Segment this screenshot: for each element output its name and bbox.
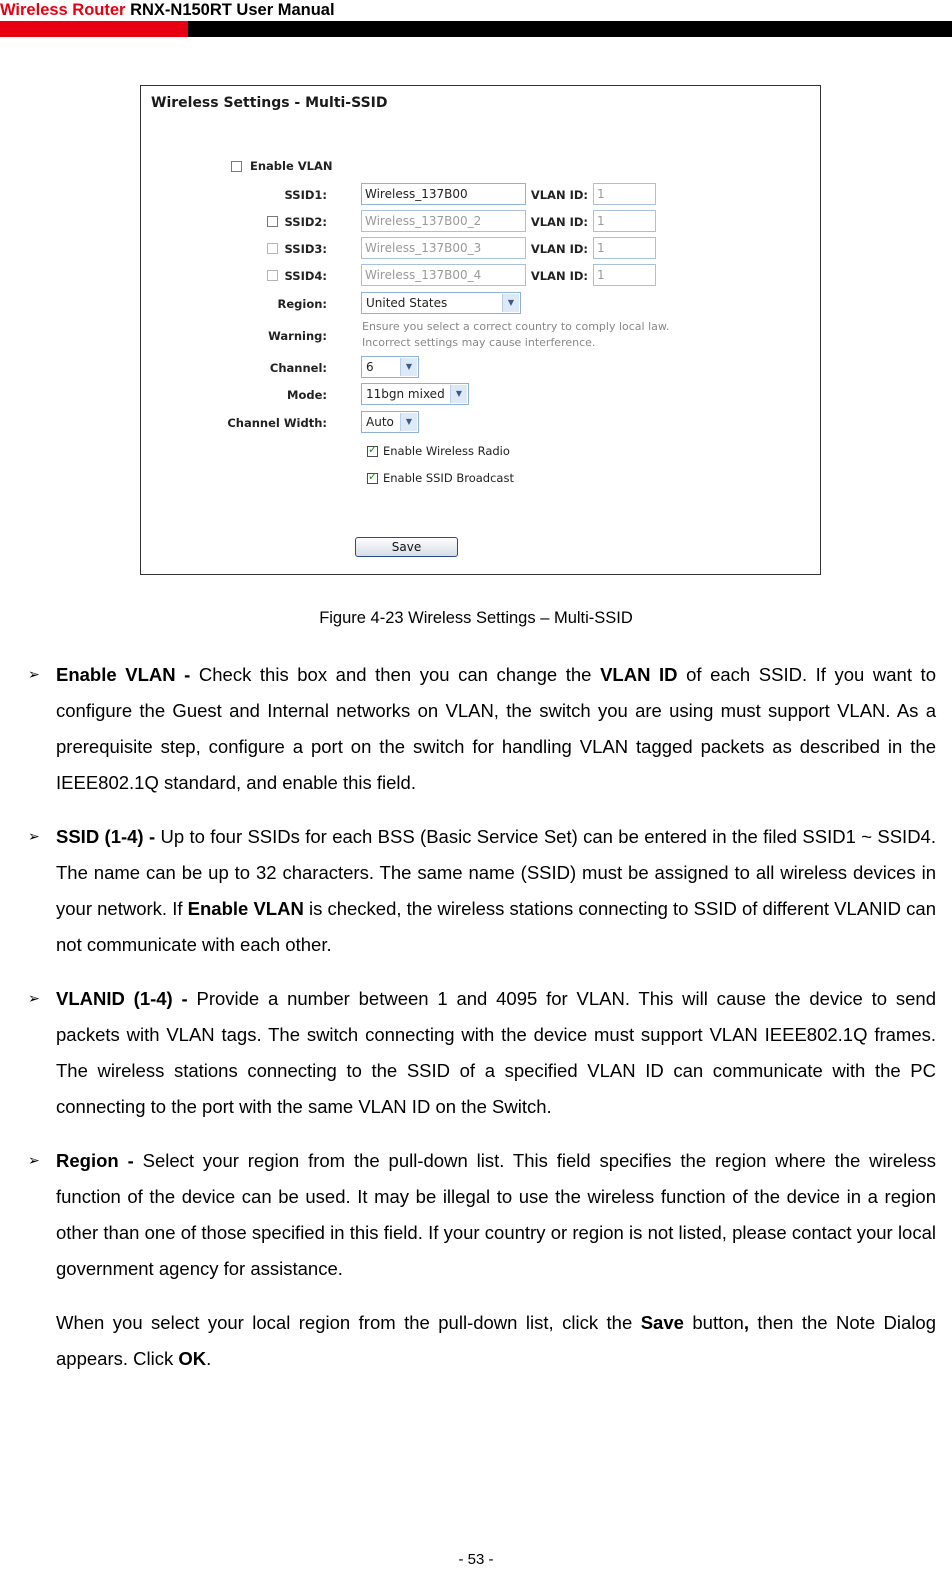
header-brand: Wireless Router xyxy=(0,1,126,19)
enable-wireless-radio-label: Enable Wireless Radio xyxy=(383,444,510,458)
text: of each SSID. If you want to configure the Guest and Internal networks on VLAN, the switch you are using must support VLAN. As a prerequisite step, configure a port on the switch for handling VLAN tagged packets as described in the IEEE802.1Q standard, and enable this field. xyxy=(56,664,936,793)
region-paragraph xyxy=(56,1143,936,1287)
warning-line-1: Ensure you select a correct country to comply local law. xyxy=(362,320,670,333)
term-inline: Save xyxy=(640,1312,684,1333)
region-select[interactable] xyxy=(361,292,521,314)
channel-value: 6 xyxy=(366,360,374,374)
chevron-down-icon: ▼ xyxy=(450,385,467,403)
ssid1-input[interactable]: Wireless_137B00 xyxy=(361,183,526,205)
ssid1-vlan-input[interactable]: 1 xyxy=(593,183,656,205)
text: is checked, the wireless stations connecting to SSID of different VLANID can not communicate with each other. xyxy=(56,898,936,955)
ssid3-vlan-label: VLAN ID: xyxy=(530,242,588,256)
text: Up to four SSIDs for each BSS (Basic Service Set) can be entered in the filed SSID1 ~ SSID4. The name can be up to 32 characters. The same name (SSID) must be assigned to all wireless devices in your network. If xyxy=(56,826,936,919)
warning-line-2: Incorrect settings may cause interference. xyxy=(362,336,596,349)
text: Check this box and then you can change the xyxy=(190,664,601,685)
term-inline: OK xyxy=(178,1348,207,1369)
ssid3-vlan-input[interactable]: 1 xyxy=(593,237,656,259)
ssid2-input[interactable]: Wireless_137B00_2 xyxy=(361,210,526,232)
text: . xyxy=(206,1348,212,1369)
warning-label: Warning: xyxy=(268,329,327,343)
region-value: United States xyxy=(366,296,448,310)
chevron-down-icon: ▼ xyxy=(400,358,417,376)
enable-wireless-radio-checkbox[interactable] xyxy=(367,446,378,457)
manual-header-title xyxy=(0,0,335,20)
enable-vlan-checkbox[interactable] xyxy=(231,161,242,172)
page-number: - 53 - xyxy=(458,1551,494,1568)
region-label: Region: xyxy=(277,297,327,311)
ssid2-vlan-input[interactable]: 1 xyxy=(593,210,656,232)
ssid4-vlan-label: VLAN ID: xyxy=(530,269,588,283)
channel-label: Channel: xyxy=(269,361,327,375)
term-inline: VLAN ID xyxy=(600,664,678,685)
ssid4-vlan-input[interactable]: 1 xyxy=(593,264,656,286)
mode-value: 11bgn mixed xyxy=(366,387,445,401)
chevron-down-icon: ▼ xyxy=(400,413,417,431)
text: button xyxy=(683,1312,744,1333)
ssid1-label: SSID1: xyxy=(284,188,327,202)
ssid2-label: SSID2: xyxy=(284,215,327,229)
text: Provide a number between 1 and 4095 for VLAN. This will cause the device to send packets with VLAN tags. The switch connecting with the device must support VLAN IEEE802.1Q frames. The wireless stations connecting to the SSID of a specified VLAN ID can communicate with the PC connecting to the port with the same VLAN ID on the Switch. xyxy=(56,988,936,1117)
channel-select[interactable] xyxy=(361,356,419,378)
term: Region - xyxy=(56,1150,134,1171)
enable-ssid-broadcast-label: Enable SSID Broadcast xyxy=(383,471,514,485)
ssid4-label: SSID4: xyxy=(284,269,327,283)
chevron-down-icon: ▼ xyxy=(502,294,519,312)
bullet-marker: ➢ xyxy=(28,666,40,682)
bullet-marker: ➢ xyxy=(28,828,40,844)
panel-title: Wireless Settings - Multi-SSID xyxy=(151,95,388,111)
channel-width-value: Auto xyxy=(366,415,394,429)
ssid2-vlan-label: VLAN ID: xyxy=(530,215,588,229)
term-inline: Enable VLAN xyxy=(187,898,304,919)
mode-label: Mode: xyxy=(287,388,327,402)
channel-width-select[interactable] xyxy=(361,411,419,433)
bullet-marker: ➢ xyxy=(28,990,40,1006)
channel-width-label: Channel Width: xyxy=(227,416,327,430)
ssid3-input[interactable]: Wireless_137B00_3 xyxy=(361,237,526,259)
enable-vlan-paragraph xyxy=(56,657,936,801)
header-model: RNX-N150RT User Manual xyxy=(130,1,335,19)
save-button[interactable]: Save xyxy=(355,537,458,557)
text: then the Note Dialog appears. Click xyxy=(56,1312,937,1369)
ssid3-label: SSID3: xyxy=(284,242,327,256)
text: Select your region from the pull-down list. This field specifies the region where the wireless function of the device can be used. It may be illegal to use the wireless function of the device in a region other than one of those specified in this field. If your country or region is not listed, please contact your local government agency for assistance. xyxy=(56,1150,936,1279)
bullet-marker: ➢ xyxy=(28,1152,40,1168)
header-bar-black xyxy=(188,21,952,37)
ssid-paragraph xyxy=(56,819,936,963)
ssid4-input[interactable]: Wireless_137B00_4 xyxy=(361,264,526,286)
vlanid-paragraph xyxy=(56,981,936,1125)
term: VLANID (1-4) - xyxy=(56,988,188,1009)
term: Enable VLAN - xyxy=(56,664,191,685)
enable-vlan-label: Enable VLAN xyxy=(250,159,333,173)
header-bar-red xyxy=(0,21,188,37)
enable-ssid-broadcast-checkbox[interactable] xyxy=(367,473,378,484)
term: SSID (1-4) - xyxy=(56,826,156,847)
ssid1-vlan-label: VLAN ID: xyxy=(530,188,588,202)
mode-select[interactable] xyxy=(361,383,469,405)
text: When you select your local region from the pull-down list, click the xyxy=(56,1312,641,1333)
term-inline: , xyxy=(743,1312,749,1333)
wireless-settings-screenshot xyxy=(140,85,821,575)
figure-caption: Figure 4-23 Wireless Settings – Multi-SSID xyxy=(319,609,633,627)
region-note-paragraph xyxy=(56,1305,936,1377)
